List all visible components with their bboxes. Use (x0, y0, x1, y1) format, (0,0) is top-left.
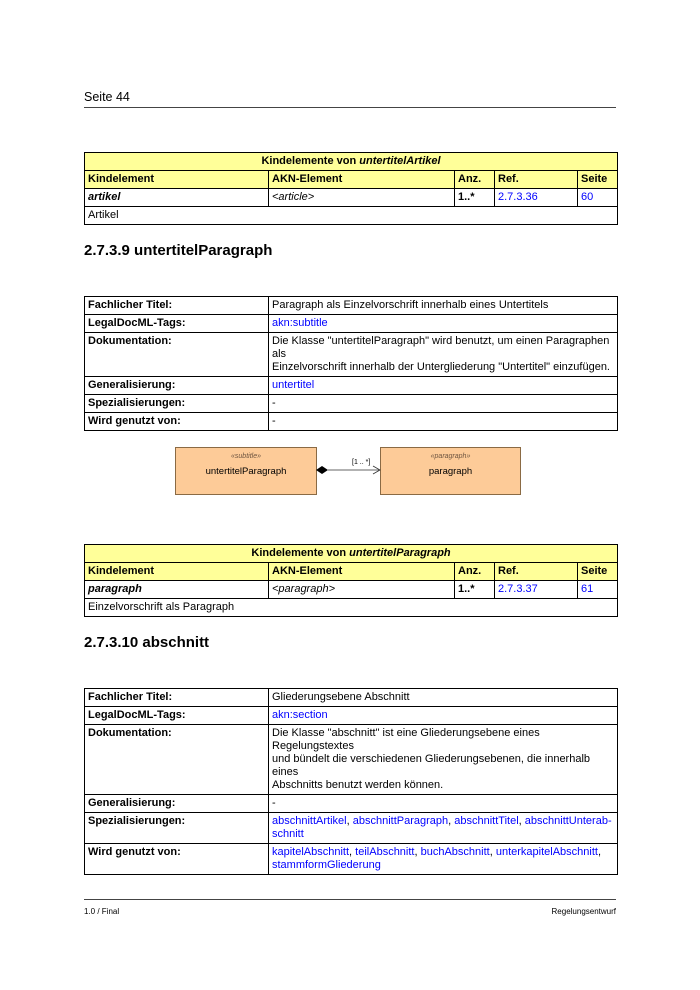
header-divider (84, 107, 616, 108)
generalization-link[interactable]: untertitel (272, 379, 315, 391)
used-by-link-buchabschnitt[interactable]: buchAbschnitt (420, 846, 490, 858)
table-row-description: Artikel (85, 207, 618, 225)
specialization-link-abschnittunterabschnitt[interactable]: abschnittUnterab- (524, 815, 612, 827)
akn-tag-link[interactable]: akn:subtitle (272, 317, 328, 329)
page-link[interactable]: 61 (581, 583, 594, 595)
footer-document-type: Regelungsentwurf (551, 907, 616, 916)
ref-link[interactable]: 2.7.3.36 (498, 191, 538, 203)
uml-composition-connector (314, 460, 382, 480)
specialization-link-abschnittartikel[interactable]: abschnittArtikel (272, 815, 347, 827)
table-row-description: Einzelvorschrift als Paragraph (85, 599, 618, 617)
table-row: paragraph <paragraph> 1..* 2.7.3.37 61 (85, 581, 618, 599)
table-header-row: Kindelement AKN-Element Anz. Ref. Seite (85, 563, 618, 581)
page-header: Seite 44 (84, 90, 130, 104)
uml-class-untertitelparagraph: «subtitle» untertitelParagraph (175, 447, 317, 495)
table-row: artikel <article> 1..* 2.7.3.36 60 (85, 189, 618, 207)
section-heading-untertitelparagraph: 2.7.3.9 untertitelParagraph (84, 242, 273, 259)
specialization-link-abschnittunterabschnitt-cont[interactable]: schnitt (272, 828, 304, 840)
used-by-link-stammformgliederung[interactable]: stammformGliederung (272, 859, 381, 871)
akn-tag-link[interactable]: akn:section (272, 709, 328, 721)
table-title: Kindelemente von untertitelArtikel (85, 153, 618, 171)
multiplicity-label: [1 .. *] (352, 459, 371, 466)
uml-class-paragraph: «paragraph» paragraph (380, 447, 521, 495)
class-info-table-abschnitt: Fachlicher Titel: Gliederungsebene Abschnitt LegalDocML-Tags: akn:section Dokumentation: Die Klasse "abschnitt" ist eine Gliederungsebene eines Regelungstextes und bündelt die verschiedenen Gliederungsebenen, die innerhalb eines Abschnitts benutzt werden können. Generalisierung: - Spezialisierungen: abschnittArtikel, abschnittParagraph, abschnittTitel, abschnittUnterab- schnitt Wird genutzt von: kapitelAbschnitt, teilAbschnitt, buchAbschnitt, unterkapitelAbschnitt, stammformGliederung (84, 688, 618, 875)
used-by-link-kapitelabschnitt[interactable]: kapitelAbschnitt (272, 846, 350, 858)
table-header-row: Kindelement AKN-Element Anz. Ref. Seite (85, 171, 618, 189)
footer-version: 1.0 / Final (84, 907, 120, 916)
table-title: Kindelemente von untertitelParagraph (85, 545, 618, 563)
class-info-table-untertitelparagraph: Fachlicher Titel: Paragraph als Einzelvorschrift innerhalb eines Untertitels LegalDocML-Tags: akn:subtitle Dokumentation: Die Klasse "untertitelParagraph" wird benutzt, um einen Paragraphen als Einzelvorschrift innerhalb der Untergliederung "Untertitel" einzufügen. Generalisierung: untertitel Spezialisierungen: - Wird genutzt von: - (84, 296, 618, 431)
page-link[interactable]: 60 (581, 191, 594, 203)
used-by-link-teilabschnitt[interactable]: teilAbschnitt (355, 846, 415, 858)
child-elements-table-untertitelparagraph (84, 544, 618, 617)
specialization-link-abschnittparagraph[interactable]: abschnittParagraph (352, 815, 449, 827)
composition-diamond-icon (316, 466, 328, 474)
specialization-link-abschnitttitel[interactable]: abschnittTitel (454, 815, 519, 827)
section-heading-abschnitt: 2.7.3.10 abschnitt (84, 634, 210, 651)
child-elements-table-untertitelartikel (84, 152, 618, 225)
ref-link[interactable]: 2.7.3.37 (498, 583, 538, 595)
footer-divider (84, 899, 616, 900)
used-by-link-unterkapitelabschnitt[interactable]: unterkapitelAbschnitt (495, 846, 598, 858)
